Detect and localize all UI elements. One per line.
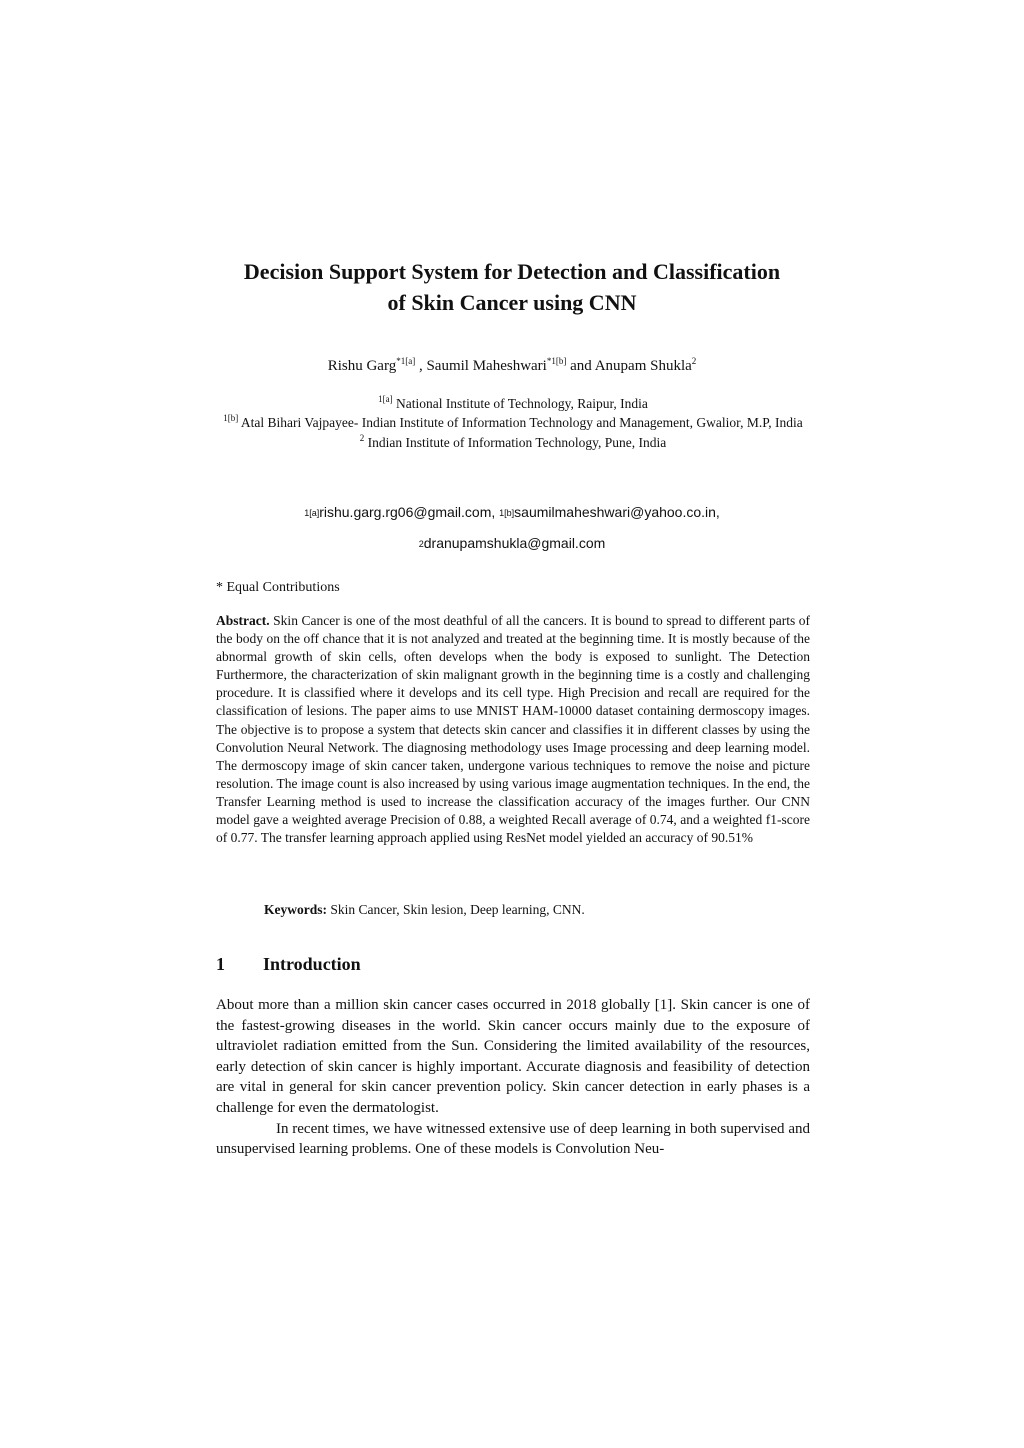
affiliation [216, 433, 810, 452]
affiliation-list [216, 394, 810, 452]
author-superscript: 2 [691, 356, 697, 366]
abstract-text: Skin Cancer is one of the most deathful of all the cancers. It is bound to spread to different parts of the body on the off chance that it is not analyzed and treated at the beginning time. It is mostly because of the abnormal growth of skin cells, often develops when the body is exposed to sunlight. The Detection Furthermore, the characterization of skin malignant growth in the beginning time is a costly and challenging procedure. It is classified where it develops and its cell type. High Precision and recall are required for the classification of lesions. The paper aims to use MNIST HAM-10000 dataset containing dermoscopy images. The objective is to propose a system that detects skin cancer and classifies it in different classes by using the Convolution Neural Network. The diagnosing methodology uses Image processing and deep learning model. The dermoscopy image of skin cancer taken, undergone various techniques to remove the noise and picture resolution. The image count is also increased by using various image augmentation techniques. In the end, the Transfer Learning method is used to increase the classification accuracy of the images further. Our CNN model gave a weighted average Precision of 0.88, a weighted Recall average of 0.74, and a weighted f1-score of 0.77. The transfer learning approach applied using ResNet model yielded an accuracy of 90.51% [216, 613, 810, 846]
author-superscript: *1[a] [396, 356, 416, 366]
affiliation-superscript: 1[b] [223, 413, 239, 424]
section-number: 1 [216, 954, 225, 974]
email-address[interactable]: rishu.garg.rg06@gmail.com, [319, 504, 496, 520]
abstract-label: Abstract. [216, 613, 270, 628]
affiliation-superscript: 1[a] [378, 394, 393, 404]
affiliation-text: Indian Institute of Information Technology, Pune, India [364, 434, 667, 450]
author-name: Saumil Maheshwari [426, 358, 547, 374]
author-superscript: *1[b] [546, 356, 567, 366]
email-address[interactable]: dranupamshukla@gmail.com [423, 535, 606, 551]
keywords [264, 900, 824, 920]
affiliation-superscript: 2 [359, 432, 365, 443]
email-tag: 2 [418, 539, 424, 549]
author-separator: , [415, 358, 427, 374]
email-address[interactable]: saumilmaheshwari@yahoo.co.in, [514, 504, 720, 520]
email-tag: 1[a] [304, 508, 320, 518]
intro-paragraph-1: About more than a million skin cancer cases occurred in 2018 globally [1]. Skin cancer is one of the fastest-growing diseases in the world. Skin cancer occurs mainly due to the exposure of ultraviolet radiation emitted from the Sun. Considering the limited availability of the resources, early detection of skin cancer is highly important. Accurate diagnosis and feasibility of detection are vital in general for skin cancer prevention policy. Skin cancer detection in early phases is a challenge for even the dermatologist. [216, 997, 810, 1116]
email-line-1 [150, 497, 874, 528]
email-tag: 1[b] [499, 508, 515, 518]
introduction-body [216, 995, 810, 1160]
email-list [150, 497, 874, 559]
author-name: Rishu Garg [327, 358, 397, 374]
paper-title [150, 256, 874, 318]
keywords-text: Skin Cancer, Skin lesion, Deep learning, CNN. [327, 902, 585, 917]
affiliation-text: Atal Bihari Vajpayee- Indian Institute of Information Technology and Management, Gwalior, M.P, India [238, 415, 803, 431]
affiliation-text: National Institute of Technology, Raipur, India [392, 396, 648, 411]
author-list [150, 355, 874, 377]
intro-paragraph-2: In recent times, we have witnessed extensive use of deep learning in both supervised and unsupervised learning problems. One of these models is Convolution Neu- [216, 1120, 810, 1158]
abstract [216, 612, 810, 847]
equal-contributions-note: * Equal Contributions [216, 580, 340, 595]
title-line-2: of Skin Cancer using CNN [387, 290, 637, 315]
email-line-2 [150, 528, 874, 559]
title-line-1: Decision Support System for Detection and Classification [243, 259, 781, 284]
section-title: Introduction [263, 954, 361, 974]
affiliation [216, 413, 810, 432]
keywords-label: Keywords: [264, 902, 327, 917]
section-heading [216, 951, 361, 977]
author-name: Anupam Shukla [594, 358, 692, 374]
author-separator: and [566, 358, 595, 374]
affiliation [216, 394, 810, 413]
